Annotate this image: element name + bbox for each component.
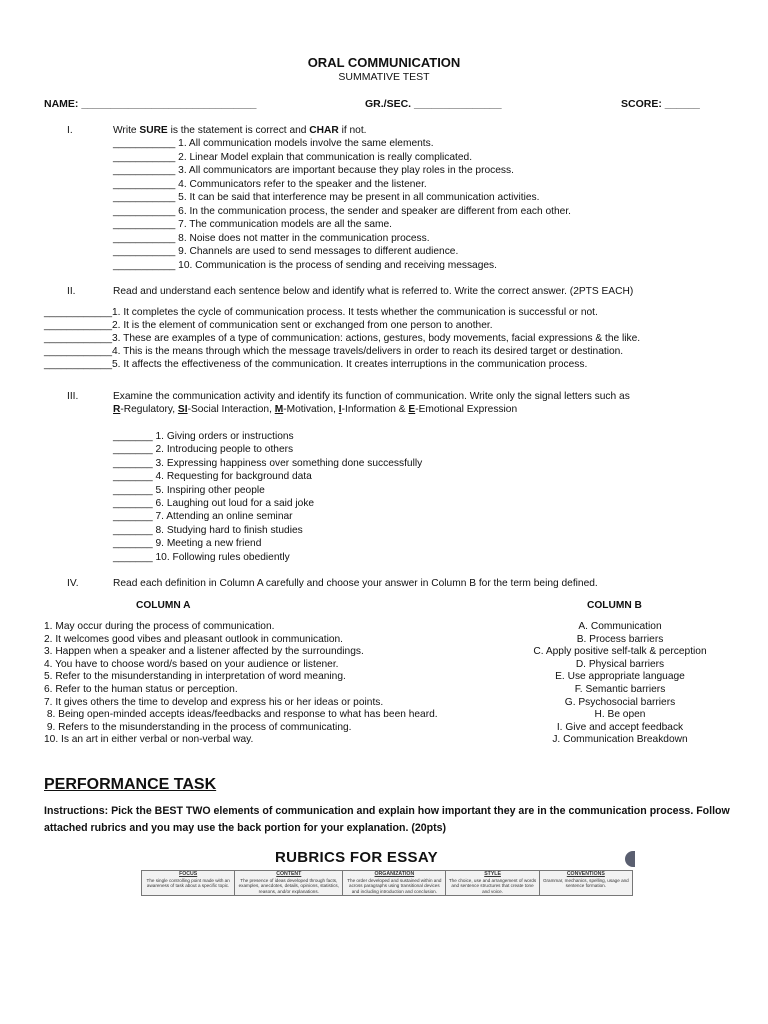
- rubric-cell-content: [235, 871, 343, 896]
- performance-task-instructions: Instructions: Pick the BEST TWO elements of communication and explain how important they are in the communication process. Follow attached rubrics and you may use the back portion for your explanation. (20pts): [44, 805, 730, 834]
- part1-instr-text: Write: [113, 125, 140, 136]
- column-a-title: COLUMN A: [136, 600, 191, 611]
- part3-item: _______ 3. Expressing happiness over something done successfully: [113, 457, 423, 469]
- code-letter: E: [408, 404, 416, 415]
- column-b-item: A. Communication: [578, 621, 662, 632]
- part1-item: ___________ 10. Communication is the process of sending and receiving messages.: [113, 259, 497, 271]
- part1-item: ___________ 1. All communication models involve the same elements.: [113, 138, 434, 149]
- part3-item: _______ 1. Giving orders or instructions: [113, 431, 294, 442]
- rubric-cell-organization: [343, 871, 446, 896]
- rubric-text: Grammar, mechanics, spelling, usage and sentence formation.: [542, 878, 629, 889]
- rubric-row: [142, 871, 633, 896]
- column-a-item: 9. Refers to the misunderstanding in the process of communicating.: [44, 721, 352, 733]
- code-label: -Information &: [341, 404, 409, 415]
- column-b-item: B. Process barriers: [576, 633, 664, 645]
- rubric-cell-conventions: [539, 871, 632, 896]
- column-a-item: 6. Refer to the human status or perception.: [44, 683, 238, 695]
- column-a-item: 7. It gives others the time to develop and express his or her ideas or points.: [44, 696, 384, 708]
- column-b-item: D. Physical barriers: [575, 658, 665, 670]
- rubric-cell-focus: [142, 871, 235, 896]
- rubric-text: The order developed and sustained within and across paragraphs using transitional devices and including introduction and conclusion.: [347, 878, 442, 894]
- part2-list: [44, 306, 640, 371]
- part1-instr-text: if not.: [338, 125, 367, 136]
- part1-sure-keyword: SURE: [139, 125, 168, 136]
- part2-item: ____________5. It affects the effectiveness of the communication. It creates interruptions in the communication process.: [44, 359, 588, 370]
- column-b-item: H. Be open: [594, 709, 646, 721]
- column-a-item: 4. You have to choose word/s based on your audience or listener.: [44, 658, 339, 670]
- part3-item: _______ 10. Following rules obediently: [113, 551, 290, 563]
- part3-function-codes: [113, 404, 517, 415]
- column-b-item: I. Give and accept feedback: [556, 721, 684, 733]
- part3-item: _______ 6. Laughing out loud for a said joke: [113, 497, 315, 509]
- part1-item: ___________ 6. In the communication process, the sender and speaker are different from each other.: [113, 205, 571, 217]
- code-label: -Regulatory,: [120, 404, 178, 415]
- part1-item: ___________ 4. Communicators refer to the speaker and the listener.: [113, 178, 427, 190]
- score-field: SCORE: ______: [621, 98, 700, 110]
- part3-list: [113, 430, 422, 564]
- code-label: -Emotional Expression: [415, 404, 518, 415]
- rubric-table: [141, 870, 633, 896]
- rubric-heading: FOCUS: [179, 871, 198, 877]
- code-letter: R: [113, 404, 121, 415]
- column-b-item: C. Apply positive self-talk & perception: [533, 646, 707, 658]
- code-letter: I: [338, 404, 342, 415]
- part2-item: ____________3. These are examples of a type of communication: actions, gestures, body movements, facial expressions & the like.: [44, 333, 641, 344]
- rubric-heading: STYLE: [484, 871, 501, 877]
- column-a-item: 8. Being open-minded accepts ideas/feedbacks and response to what has been heard.: [44, 709, 438, 721]
- rubric-cell-style: [446, 871, 539, 896]
- rubric-decoration-icon: [625, 851, 635, 867]
- column-b-item: E. Use appropriate language: [555, 671, 685, 683]
- part3-item: _______ 8. Studying hard to finish studies: [113, 524, 303, 536]
- part3-item: _______ 7. Attending an online seminar: [113, 511, 293, 523]
- part2-number: II.: [67, 286, 76, 297]
- part3-number: III.: [67, 391, 79, 402]
- part1-item: ___________ 9. Channels are used to send messages to different audience.: [113, 246, 459, 257]
- page-subtitle: SUMMATIVE TEST: [338, 71, 430, 83]
- code-letter: SI: [177, 404, 188, 415]
- column-b-item: G. Psychosocial barriers: [564, 696, 676, 708]
- part1-item: ___________ 3. All communicators are important because they play roles in the process.: [113, 165, 514, 176]
- column-b-title: COLUMN B: [587, 600, 642, 611]
- part2-item: ____________2. It is the element of communication sent or exchanged from one person to another.: [44, 320, 493, 331]
- rubric-heading: ORGANIZATION: [374, 871, 415, 877]
- column-a-item: 3. Happen when a speaker and a listener affected by the surroundings.: [44, 646, 364, 658]
- code-label: -Social Interaction,: [187, 404, 275, 415]
- part3-item: _______ 9. Meeting a new friend: [113, 538, 262, 550]
- part1-list: [113, 137, 571, 272]
- part2-item: ____________4. This is the means through which the message travels/delivers in order to reach its desired target or destination.: [44, 346, 624, 357]
- part4-instructions: Read each definition in Column A carefully and choose your answer in Column B for the term being defined.: [113, 578, 598, 589]
- column-a-item: 5. Refer to the misunderstanding in interpretation of word meaning.: [44, 671, 346, 683]
- part1-item: ___________ 7. The communication models are all the same.: [113, 219, 393, 230]
- rubric-heading: CONVENTIONS: [566, 871, 605, 877]
- part3-instructions: Examine the communication activity and identify its function of communication. Write only the signal letters such as: [113, 391, 630, 402]
- part1-item: ___________ 5. It can be said that interference may be present in all communication activities.: [113, 192, 540, 203]
- name-field: NAME: ______________________________: [44, 98, 257, 110]
- part1-item: ___________ 8. Noise does not matter in the communication process.: [113, 232, 430, 244]
- rubric-text: The single controlling point made with an awareness of task about a specific topic.: [146, 878, 230, 889]
- performance-task-title: PERFORMANCE TASK: [44, 776, 217, 793]
- part3-item: _______ 5. Inspiring other people: [113, 484, 265, 496]
- part4-number: IV.: [67, 578, 79, 589]
- page-title: ORAL COMMUNICATION: [307, 55, 461, 70]
- rubric-text: The presence of ideas developed through facts, examples, anecdotes, details, opinions, statistics, reasons, and/or explanations.: [238, 878, 339, 894]
- part1-item: ___________ 2. Linear Model explain that communication is really complicated.: [113, 151, 473, 163]
- column-b-list: [510, 620, 730, 746]
- column-a-item: 2. It welcomes good vibes and pleasant outlook in communication.: [44, 633, 344, 645]
- part1-instr-text: is the statement is correct and: [167, 125, 310, 136]
- part3-item: _______ 4. Requesting for background data: [113, 471, 312, 483]
- column-a-item: 1. May occur during the process of communication.: [44, 621, 275, 632]
- part1-number: I.: [67, 125, 73, 136]
- code-label: -Motivation,: [283, 404, 339, 415]
- column-a-item: 10. Is an art in either verbal or non-verbal way.: [44, 734, 254, 746]
- column-a-list: [44, 620, 438, 746]
- rubric-text: The choice, use and arrangement of words and sentence structures that create tone and voice.: [448, 878, 537, 894]
- column-b-item: F. Semantic barriers: [574, 683, 666, 695]
- rubric-heading: CONTENT: [276, 871, 302, 877]
- part2-instructions: Read and understand each sentence below and identify what is referred to. Write the correct answer. (2PTS EACH): [113, 286, 634, 297]
- part1-char-keyword: CHAR: [309, 125, 339, 136]
- code-letter: M: [274, 404, 284, 415]
- rubric-title: RUBRICS FOR ESSAY: [275, 849, 438, 866]
- column-b-item: J. Communication Breakdown: [552, 734, 688, 746]
- grade-section-field: GR./SEC. _______________: [365, 98, 502, 110]
- part2-item: ____________1. It completes the cycle of communication process. It tests whether the communication is successful or not.: [44, 307, 598, 318]
- part1-instructions: [113, 125, 366, 136]
- part3-item: _______ 2. Introducing people to others: [113, 444, 294, 456]
